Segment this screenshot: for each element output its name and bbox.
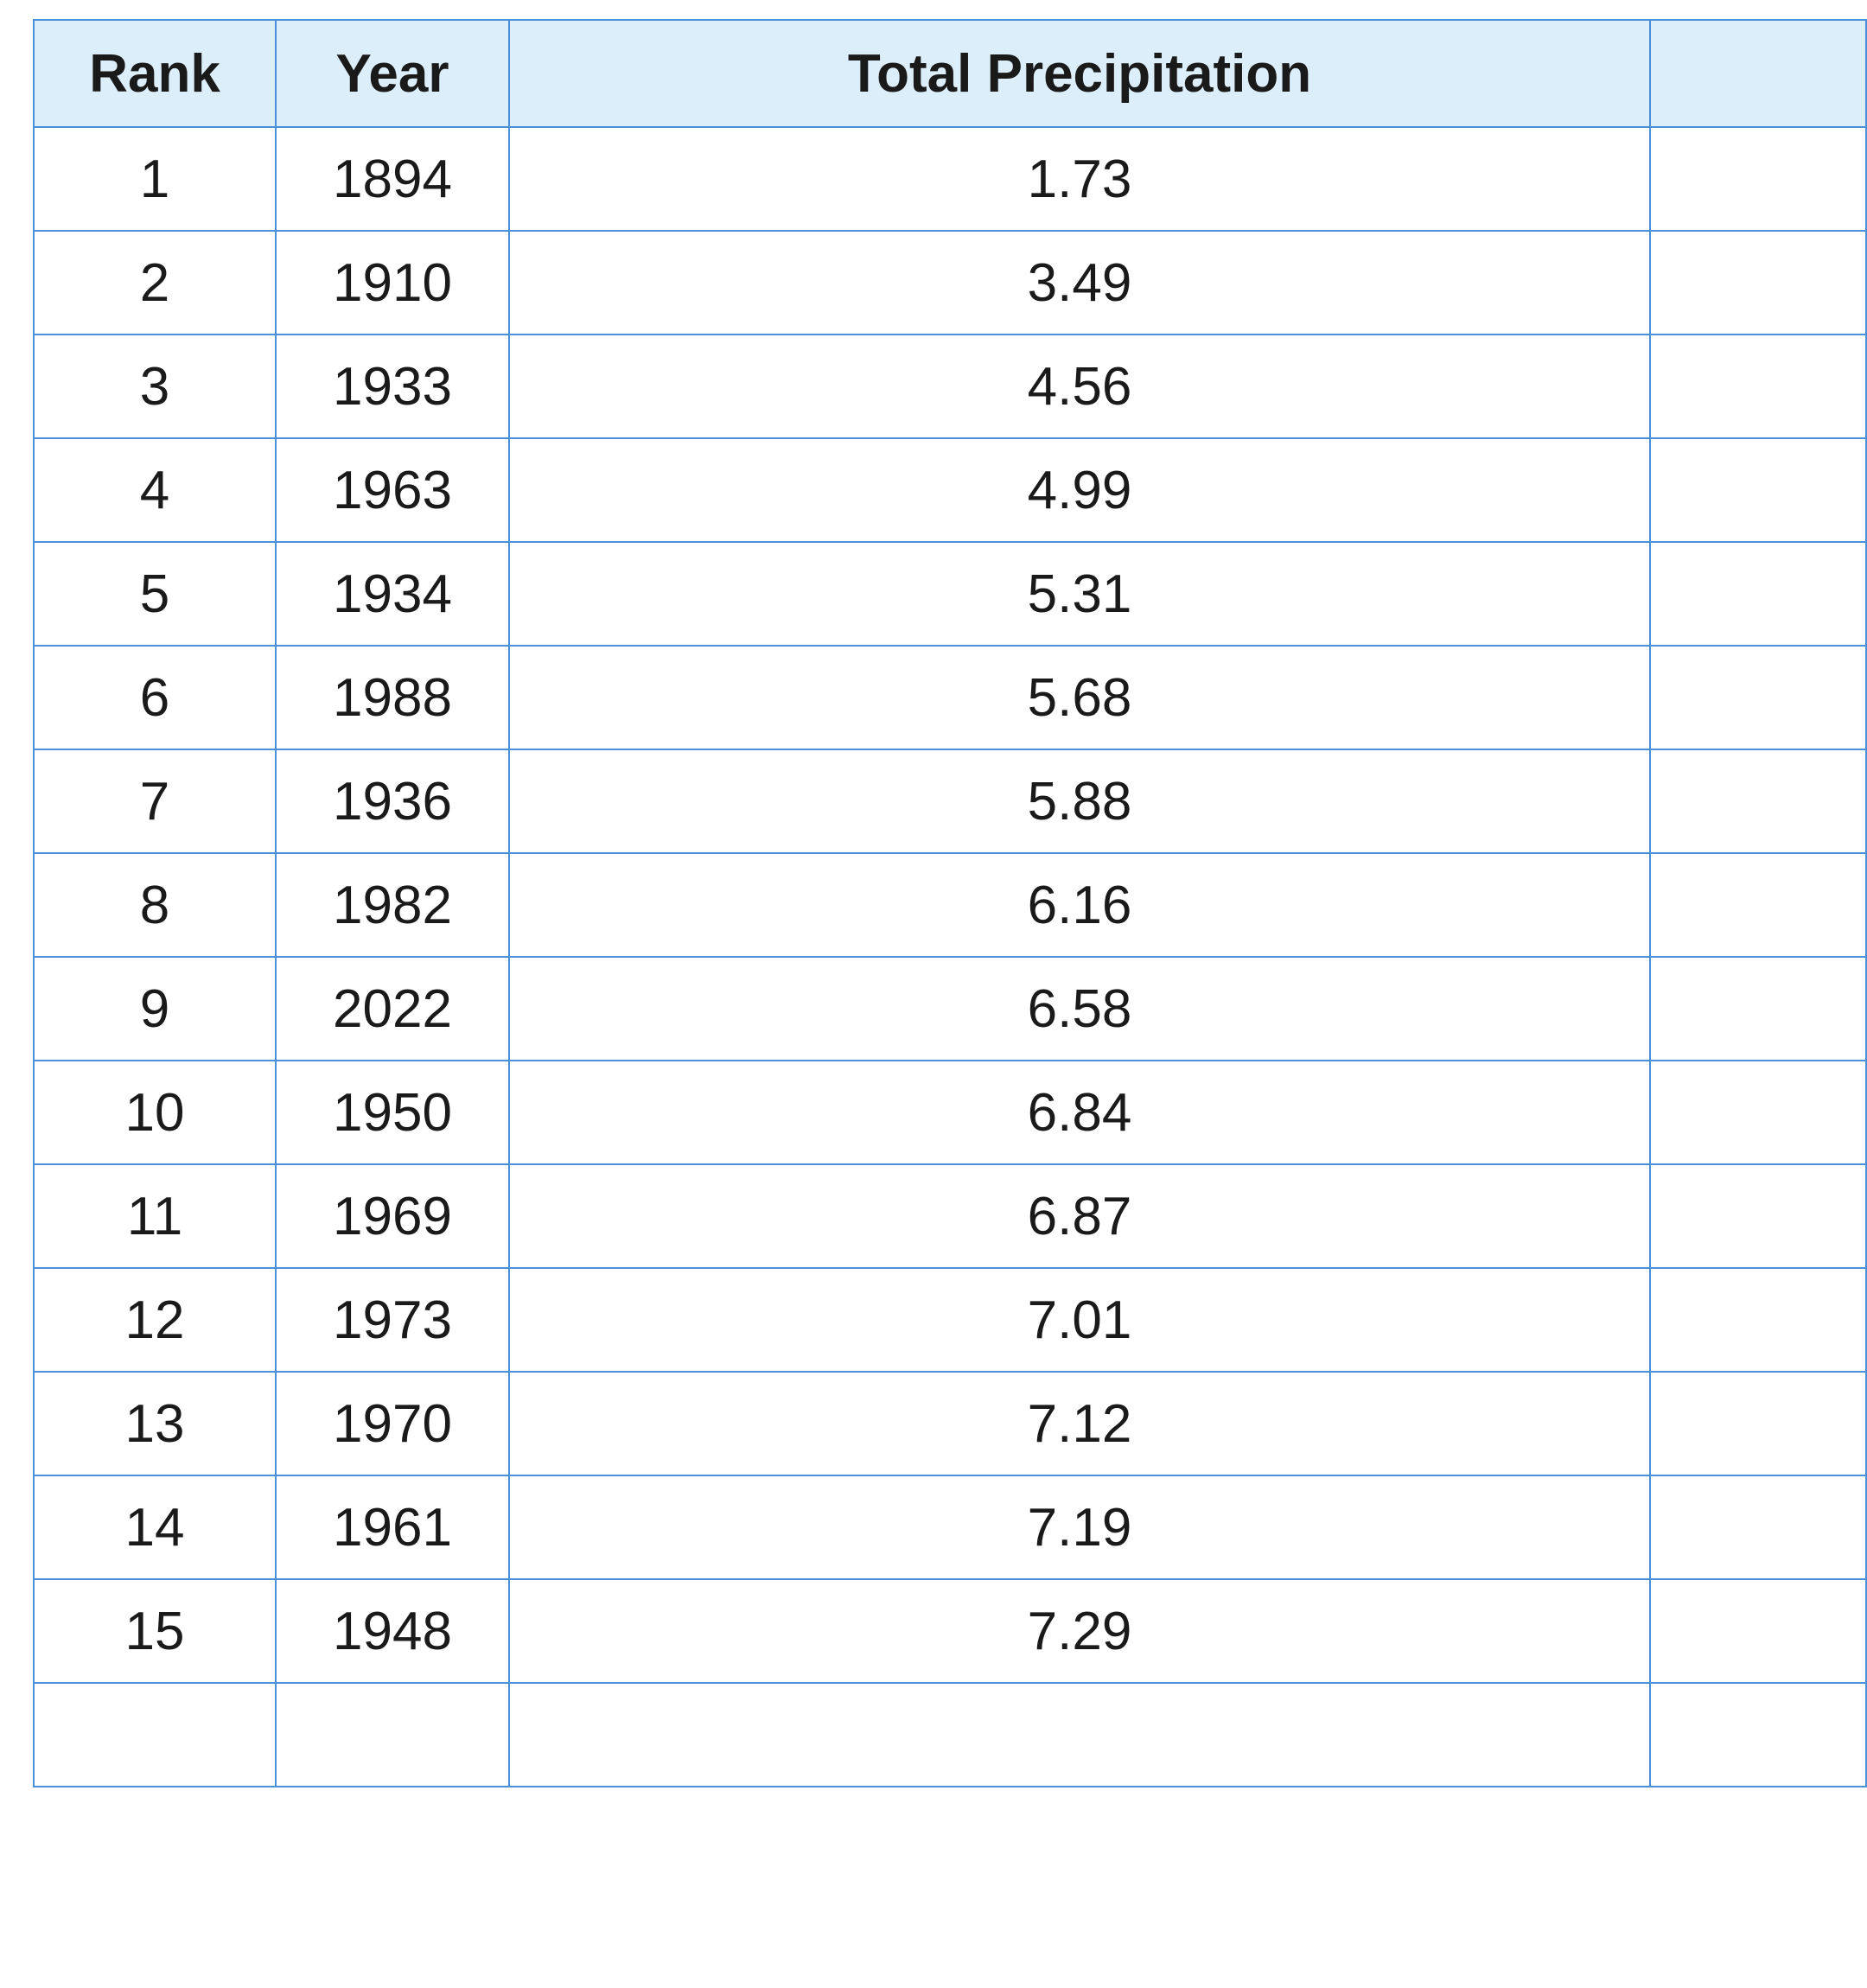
column-header-rank: Rank <box>34 20 276 127</box>
cell-year: 1933 <box>276 335 509 438</box>
cell-rank: 5 <box>34 542 276 646</box>
table-row <box>34 853 1866 957</box>
cell-extra <box>1650 1372 1866 1475</box>
cell-precipitation: 4.56 <box>509 335 1650 438</box>
cell-rank: 2 <box>34 231 276 335</box>
cell-year: 1969 <box>276 1164 509 1268</box>
table-row <box>34 1579 1866 1683</box>
cell-precipitation: 3.49 <box>509 231 1650 335</box>
cell-year: 1910 <box>276 231 509 335</box>
cell-year: 1961 <box>276 1475 509 1579</box>
table-row <box>34 749 1866 853</box>
cell-extra <box>1650 646 1866 749</box>
cell-precipitation: 5.31 <box>509 542 1650 646</box>
cell-year: 1963 <box>276 438 509 542</box>
cell-precipitation <box>509 1683 1650 1787</box>
table-header-row <box>34 20 1866 127</box>
cell-rank: 11 <box>34 1164 276 1268</box>
table-row <box>34 646 1866 749</box>
table-row <box>34 1475 1866 1579</box>
cell-precipitation: 6.84 <box>509 1061 1650 1164</box>
cell-extra <box>1650 1061 1866 1164</box>
table-row <box>34 438 1866 542</box>
table-row <box>34 335 1866 438</box>
cell-rank: 9 <box>34 957 276 1061</box>
cell-precipitation: 4.99 <box>509 438 1650 542</box>
cell-year: 1950 <box>276 1061 509 1164</box>
cell-year: 1934 <box>276 542 509 646</box>
column-header-total-precipitation: Total Precipitation <box>509 20 1650 127</box>
cell-year: 2022 <box>276 957 509 1061</box>
precipitation-ranking-table-container <box>33 19 1865 1787</box>
cell-extra <box>1650 231 1866 335</box>
table-row <box>34 957 1866 1061</box>
cell-precipitation: 5.68 <box>509 646 1650 749</box>
cell-extra <box>1650 335 1866 438</box>
cell-year: 1988 <box>276 646 509 749</box>
column-header-extra <box>1650 20 1866 127</box>
cell-extra <box>1650 1268 1866 1372</box>
precipitation-ranking-table <box>33 19 1867 1787</box>
cell-extra <box>1650 1579 1866 1683</box>
cell-extra <box>1650 1475 1866 1579</box>
cell-rank: 14 <box>34 1475 276 1579</box>
cell-rank: 8 <box>34 853 276 957</box>
table-row <box>34 231 1866 335</box>
cell-year <box>276 1683 509 1787</box>
table-row <box>34 1372 1866 1475</box>
table-row <box>34 127 1866 231</box>
cell-year: 1894 <box>276 127 509 231</box>
cell-rank: 1 <box>34 127 276 231</box>
cell-extra <box>1650 127 1866 231</box>
cell-rank: 15 <box>34 1579 276 1683</box>
cell-rank: 13 <box>34 1372 276 1475</box>
cell-precipitation: 5.88 <box>509 749 1650 853</box>
cell-rank: 7 <box>34 749 276 853</box>
cell-extra <box>1650 1683 1866 1787</box>
cell-precipitation: 7.29 <box>509 1579 1650 1683</box>
cell-rank <box>34 1683 276 1787</box>
cell-rank: 3 <box>34 335 276 438</box>
cell-extra <box>1650 853 1866 957</box>
cell-rank: 12 <box>34 1268 276 1372</box>
cell-rank: 10 <box>34 1061 276 1164</box>
table-row <box>34 1268 1866 1372</box>
cell-year: 1982 <box>276 853 509 957</box>
cell-extra <box>1650 542 1866 646</box>
table-row <box>34 542 1866 646</box>
cell-extra <box>1650 749 1866 853</box>
cell-precipitation: 1.73 <box>509 127 1650 231</box>
table-row-partial <box>34 1683 1866 1787</box>
cell-extra <box>1650 438 1866 542</box>
cell-year: 1948 <box>276 1579 509 1683</box>
cell-precipitation: 7.01 <box>509 1268 1650 1372</box>
table-row <box>34 1164 1866 1268</box>
cell-precipitation: 6.87 <box>509 1164 1650 1268</box>
cell-precipitation: 6.16 <box>509 853 1650 957</box>
cell-extra <box>1650 957 1866 1061</box>
cell-precipitation: 7.19 <box>509 1475 1650 1579</box>
cell-year: 1973 <box>276 1268 509 1372</box>
cell-rank: 4 <box>34 438 276 542</box>
table-body <box>34 127 1866 1787</box>
cell-extra <box>1650 1164 1866 1268</box>
cell-year: 1936 <box>276 749 509 853</box>
cell-precipitation: 7.12 <box>509 1372 1650 1475</box>
cell-precipitation: 6.58 <box>509 957 1650 1061</box>
cell-rank: 6 <box>34 646 276 749</box>
column-header-year: Year <box>276 20 509 127</box>
cell-year: 1970 <box>276 1372 509 1475</box>
table-row <box>34 1061 1866 1164</box>
